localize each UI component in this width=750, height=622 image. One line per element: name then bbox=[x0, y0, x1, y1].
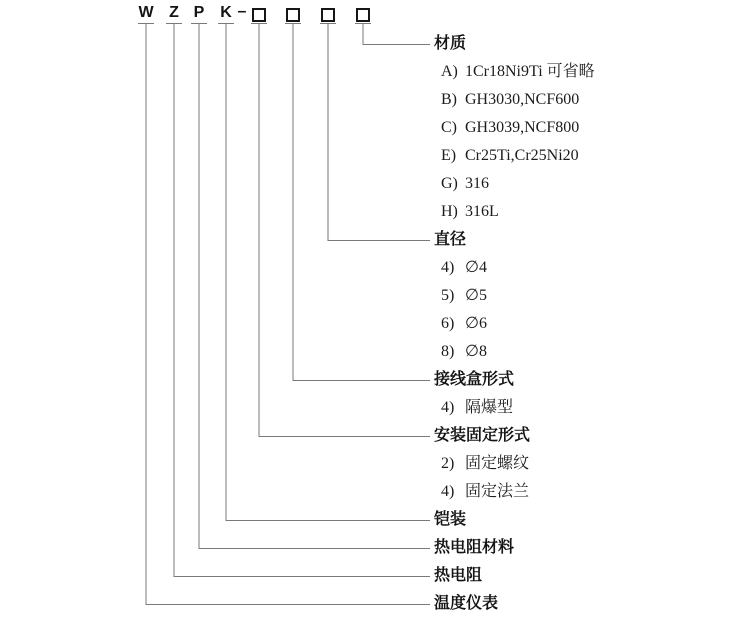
code-placeholder-box-3 bbox=[321, 8, 335, 22]
option-material-e bbox=[441, 142, 579, 170]
section-title-material: 材质 bbox=[434, 35, 467, 52]
section-title-temperature-instrument: 温度仪表 bbox=[434, 595, 499, 612]
option-value: ∅5 bbox=[465, 287, 487, 304]
option-diameter-6 bbox=[441, 310, 487, 338]
option-value: Cr25Ti,Cr25Ni20 bbox=[465, 147, 579, 164]
connector-junction-box-type bbox=[293, 24, 430, 381]
code-letter-z: Z bbox=[169, 4, 179, 21]
option-key: 4) bbox=[441, 483, 455, 500]
option-key: 4) bbox=[441, 259, 455, 276]
option-value: 固定螺纹 bbox=[465, 455, 530, 472]
option-key: 2) bbox=[441, 455, 455, 472]
option-value: ∅4 bbox=[465, 259, 487, 276]
option-diameter-4 bbox=[441, 254, 487, 282]
option-mounting-2 bbox=[441, 450, 529, 478]
code-letter-p: P bbox=[193, 4, 205, 21]
option-key: C) bbox=[441, 119, 457, 136]
section-title-armored: 铠装 bbox=[434, 511, 467, 528]
option-material-h bbox=[441, 198, 499, 226]
option-value: GH3030,NCF600 bbox=[465, 91, 580, 108]
option-key: G) bbox=[441, 175, 458, 192]
option-diameter-5 bbox=[441, 282, 487, 310]
connector-temperature-instrument bbox=[146, 24, 430, 605]
option-value: ∅8 bbox=[465, 343, 487, 360]
code-letter-w: W bbox=[138, 4, 154, 21]
option-diameter-8 bbox=[441, 338, 487, 366]
option-key: 5) bbox=[441, 287, 455, 304]
connector-diameter bbox=[328, 24, 430, 241]
option-material-g bbox=[441, 170, 489, 198]
section-title-rtd: 热电阻 bbox=[434, 567, 483, 584]
option-value: 1Cr18Ni9Ti 可省略 bbox=[465, 63, 595, 80]
option-material-b bbox=[441, 86, 579, 114]
code-letter-k: K bbox=[220, 4, 232, 21]
option-key: B) bbox=[441, 91, 457, 108]
code-placeholder-box-4 bbox=[356, 8, 370, 22]
option-key: H) bbox=[441, 203, 458, 220]
option-material-c bbox=[441, 114, 579, 142]
code-placeholder-box-1 bbox=[252, 8, 266, 22]
code-separator: – bbox=[237, 3, 247, 20]
option-value: 隔爆型 bbox=[465, 399, 514, 416]
section-title-rtd-material: 热电阻材料 bbox=[434, 539, 515, 556]
option-key: 6) bbox=[441, 315, 455, 332]
option-value: 316 bbox=[465, 175, 489, 192]
option-value: ∅6 bbox=[465, 315, 487, 332]
connector-mounting-type bbox=[259, 24, 430, 437]
connector-material bbox=[363, 24, 430, 45]
connector-rtd-material bbox=[199, 24, 430, 549]
section-title-diameter: 直径 bbox=[434, 231, 467, 248]
option-value: 316L bbox=[465, 203, 499, 220]
section-title-mounting-type: 安装固定形式 bbox=[434, 427, 531, 444]
option-value: GH3039,NCF800 bbox=[465, 119, 580, 136]
connector-rtd bbox=[174, 24, 430, 577]
section-title-junction-box-type: 接线盒形式 bbox=[434, 371, 515, 388]
option-value: 固定法兰 bbox=[465, 483, 530, 500]
option-key: 8) bbox=[441, 343, 455, 360]
option-key: A) bbox=[441, 63, 458, 80]
option-material-a bbox=[441, 58, 595, 86]
code-placeholder-box-2 bbox=[286, 8, 300, 22]
option-key: 4) bbox=[441, 399, 455, 416]
option-mounting-4 bbox=[441, 478, 529, 506]
option-junction-box-4 bbox=[441, 394, 513, 422]
option-key: E) bbox=[441, 147, 457, 164]
